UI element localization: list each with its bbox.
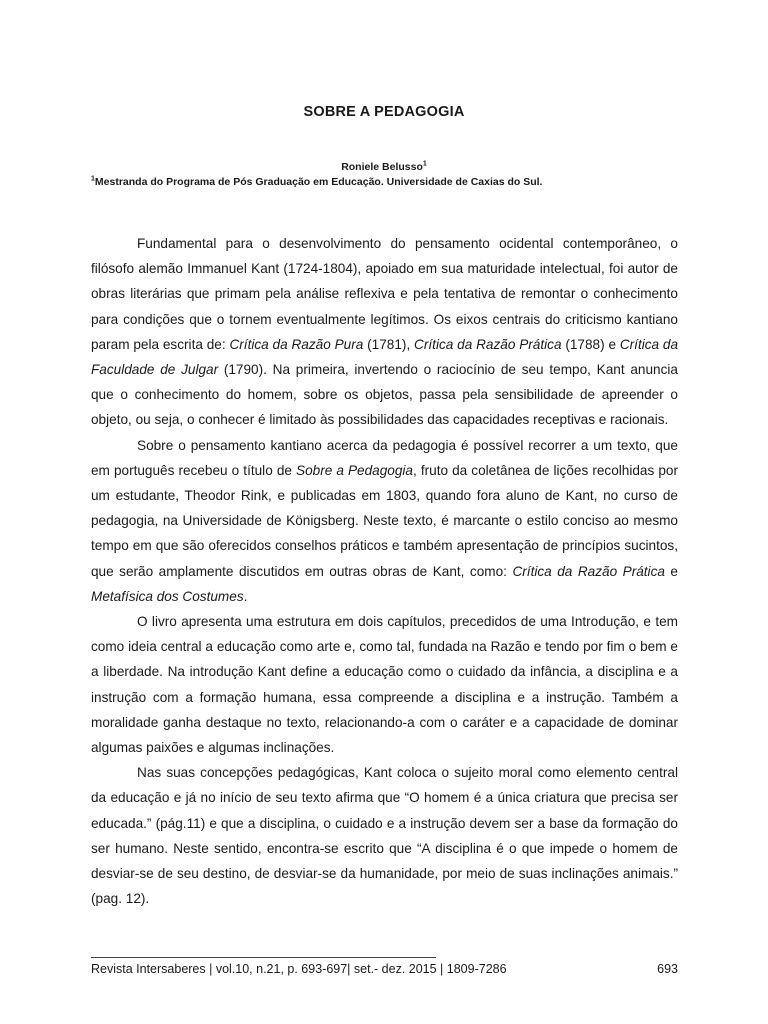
paragraph-2 [91,433,678,609]
paragraph-3 [91,609,678,760]
page-footer [91,962,678,976]
book-title: Crítica da Razão Prática [512,563,665,579]
text-run: Fundamental para o desenvolvimento do pensamento ocidental contemporâneo, o filósofo alemão Immanuel Kant (1724-1804), apoiado em sua maturidade intelectual, foi autor de obras literárias que primam pela análise reflexiva e pela tentativa de remontar o conhecimento para condições que o tornem eventualmente legítimos. Os eixos centrais do criticismo kantiano param pela escrita de: [91,236,678,352]
paragraph-1 [91,231,678,433]
author-affiliation [91,176,691,188]
text-run: . [243,588,248,604]
book-title: Crítica da Faculdade de Julgar [91,336,679,378]
page-title: SOBRE A PEDAGOGIA [303,104,465,120]
author-footnote-mark: 1 [422,160,427,168]
text-run: Nas suas concepções pedagógicas, Kant coloca o sujeito moral como elemento central da educação e já no início de seu texto afirma que “O homem é a única criatura que precisa ser educada.” (pág.11) e que a disciplina, o cuidado e a instrução devem ser a base da formação do ser humano. Neste sentido, encontra-se escrito que “A disciplina é o que impede o homem de desviar-se de seu destino, de desviar-se da humanidade, por meio de suas inclinações animais.” (pag. 12). [91,765,678,907]
footer-divider [91,957,436,958]
page-number: 693 [657,962,678,976]
article-body [91,231,678,911]
text-run: O livro apresenta uma estrutura em dois capítulos, precedidos de uma Introdução, e tem como ideia central a educação como arte e, como tal, fundada na Razão e tendo por fim o bem e a liberdade. Na introdução Kant define a educação como o cuidado da infância, a disciplina e a instrução com a formação humana, essa compreende a disciplina e a instrução. Também a moralidade ganha destaque no texto, relacionando-a com o caráter e a capacidade de dominar algumas paixões e algumas inclinações. [91,614,678,756]
affiliation-text: Mestranda do Programa de Pós Graduação em Educação. Universidade de Caxias do Sul. [94,176,543,188]
text-run: (1790). Na primeira, invertendo o raciocínio de seu tempo, Kant anuncia que o conhecimento do homem, sobre os objetos, passa pela sensibilidade de apreender o objeto, ou seja, o conhecer é limitado às possibilidades das capacidades receptivas e racionais. [91,362,678,428]
text-run: e [664,563,678,579]
journal-citation: Revista Intersaberes | vol.10, n.21, p. 693-697| set.- dez. 2015 | 1809-7286 [91,962,507,976]
book-title: Sobre a Pedagogia [296,462,413,478]
book-title: Crítica da Razão Prática [414,336,562,352]
affiliation-footnote-mark: 1 [91,175,95,183]
author-name: Roniele Belusso [341,161,423,173]
text-run: Sobre o pensamento kantiano acerca da pedagogia é possível recorrer a um texto, que em português recebeu o título de [91,437,678,478]
text-run: (1781), [363,336,415,352]
text-run: (1788) e [561,336,620,352]
book-title: Crítica da Razão Pura [229,336,364,352]
author-line [0,161,768,173]
book-title: Metafísica dos Costumes [91,588,244,604]
paragraph-4 [91,760,678,911]
text-run: , fruto da coletânea de lições recolhidas por um estudante, Theodor Rink, e publicadas em 1803, quando fora aluno de Kant, no curso de pedagogia, na Universidade de Königsberg. Neste texto, é marcante o estilo conciso ao mesmo tempo em que são oferecidos conselhos práticos e também apresentação de princípios sucintos, que serão amplamente discutidos em outras obras de Kant, como: [91,462,678,579]
